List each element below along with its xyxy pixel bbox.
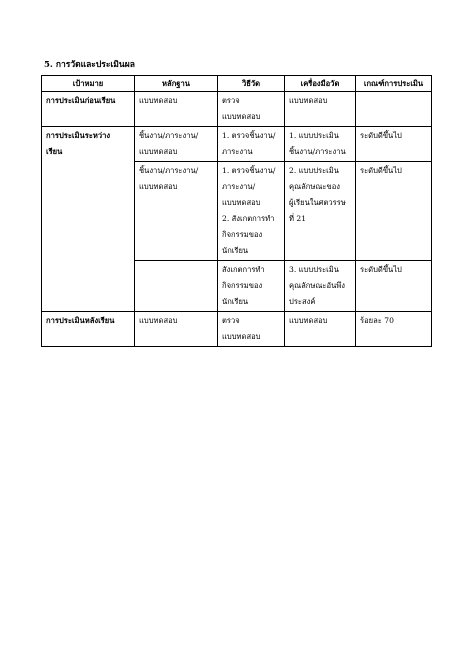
criteria-text: ร้อยละ 70 [360,316,394,325]
tool-text: 2. แบบประเมิน [289,166,339,175]
tool-text: คุณลักษณะของ [289,182,340,191]
criteria-cell [356,312,432,347]
method-text: สังเกตการทำ [222,265,265,274]
evidence-text: แบบทดสอบ [139,316,178,325]
method-text: นักเรียน [222,297,249,306]
header-evidence: หลักฐาน [135,76,218,92]
table-row [42,312,432,347]
evidence-cell [135,92,218,127]
criteria-text: ระดับดีขึ้นไป [360,166,402,175]
method-cell [218,312,285,347]
tool-text: ประสงค์ [289,297,316,306]
evidence-text: ชิ้นงาน/ภาระงาน/ [139,131,199,140]
method-text: กิจกรรมของ [222,230,263,239]
evidence-cell [135,312,218,347]
tool-cell [285,127,356,162]
method-cell [218,162,285,261]
method-cell [218,261,285,312]
method-text: ตรวจ [222,96,240,105]
method-text: 2. สังเกตการทำ [222,214,275,223]
evidence-cell [135,261,218,312]
tool-text: ชิ้นงาน/ภาระงาน [289,147,346,156]
tool-text: 3. แบบประเมิน [289,265,339,274]
tool-text: ผู้เรียนในศตวรรษ [289,198,346,207]
header-tool: เครื่องมือวัด [285,76,356,92]
criteria-cell [356,127,432,162]
section-title: 5. การวัดและประเมินผล [44,60,135,70]
evidence-text: แบบทดสอบ [139,147,178,156]
method-text: แบบทดสอบ [222,198,261,207]
method-text: ตรวจ [222,316,240,325]
method-text: แบบทดสอบ [222,332,261,341]
assessment-table [41,75,432,347]
tool-cell [285,92,356,127]
method-text: 1. ตรวจชิ้นงาน/ [222,166,276,175]
tool-text: 1. แบบประเมิน [289,131,339,140]
criteria-text: ระดับดีขึ้นไป [360,131,402,140]
method-text: แบบทดสอบ [222,112,261,121]
table-row [42,92,432,127]
criteria-text: ระดับดีขึ้นไป [360,265,402,274]
criteria-cell [356,261,432,312]
header-criteria: เกณฑ์การประเมิน [356,76,432,92]
method-text: กิจกรรมของ [222,281,263,290]
tool-text: ที่ 21 [289,214,307,223]
method-text: 1. ตรวจชิ้นงาน/ [222,131,276,140]
goal-text: เรียน [46,147,63,156]
goal-text: การประเมินหลังเรียน [46,316,115,325]
method-text: นักเรียน [222,246,249,255]
goal-cell [42,127,135,312]
table-row [42,127,432,162]
tool-text: แบบทดสอบ [289,316,328,325]
method-text: ภาระงาน/ [222,182,256,191]
tool-cell [285,312,356,347]
evidence-text: แบบทดสอบ [139,182,178,191]
tool-text: คุณลักษณะอันพึง [289,281,345,290]
evidence-cell [135,162,218,261]
goal-cell [42,92,135,127]
goal-text: การประเมินระหว่าง [46,131,111,140]
header-method: วิธีวัด [218,76,285,92]
evidence-text: แบบทดสอบ [139,96,178,105]
criteria-cell [356,92,432,127]
goal-cell [42,312,135,347]
method-cell [218,127,285,162]
tool-text: แบบทดสอบ [289,96,328,105]
method-text: ภาระงาน [222,147,253,156]
criteria-cell [356,162,432,261]
evidence-cell [135,127,218,162]
tool-cell [285,261,356,312]
method-cell [218,92,285,127]
evidence-text: ชิ้นงาน/ภาระงาน/ [139,166,199,175]
table-header-row [42,76,432,92]
goal-text: การประเมินก่อนเรียน [46,96,116,105]
tool-cell [285,162,356,261]
header-goal: เป้าหมาย [42,76,135,92]
